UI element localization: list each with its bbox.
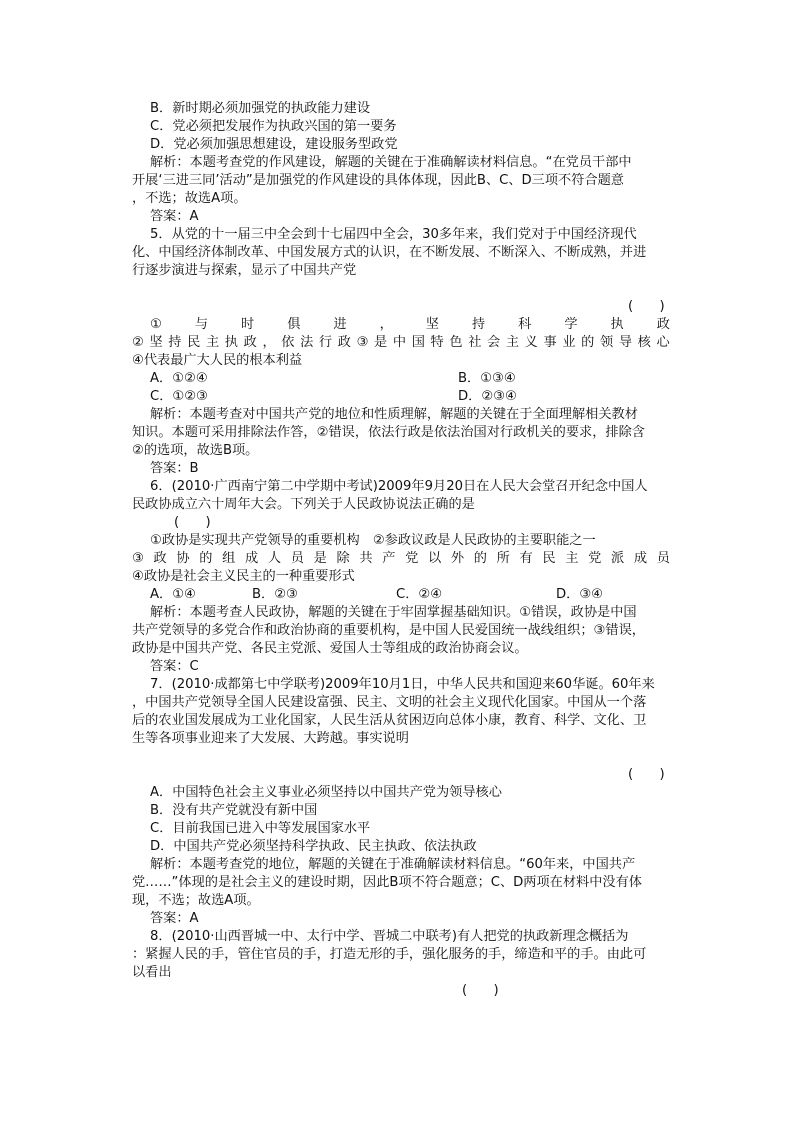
q6-item-line-1: ①政协是实现共产党领导的重要机构 ②参政议政是人民政协的主要职能之一	[150, 533, 596, 548]
justified-char: 主	[205, 335, 220, 350]
justified-char: 主	[565, 551, 579, 566]
justified-char: 民	[187, 335, 201, 350]
q4-analysis-line-2: 开展‘三进三同’活动”是加强党的作风建设的具体体现，因此B、C、D三项不符合题意	[132, 173, 624, 188]
justified-char: 以	[428, 551, 442, 566]
justified-char: ③	[132, 551, 144, 566]
justified-char: 员	[656, 551, 670, 566]
justified-char: 共	[359, 551, 373, 566]
q5-answer-bracket: ( )	[628, 299, 665, 314]
justified-char: 的	[581, 335, 595, 350]
q5-item-line-1	[150, 316, 670, 334]
q7-option-c: C．目前我国已进入中等发展国家水平	[150, 821, 371, 836]
justified-char: 持	[168, 335, 182, 350]
justified-char: ，	[379, 317, 393, 332]
q7-analysis-line-3: 现，不选；故选A项。	[132, 893, 260, 908]
justified-char: 有	[519, 551, 533, 566]
q7-answer-bracket: ( )	[628, 767, 665, 782]
q5-option-b: B．①③④	[458, 371, 516, 386]
q6-answer: 答案：C	[150, 659, 199, 674]
q7-stem-line-3: 后的农业国发展成为工业化国家，人民生活从贫困迈向总体小康，教育、科学、文化、卫	[132, 713, 647, 728]
q4-option-c: C．党必须把发展作为执政兴国的第一要务	[150, 119, 397, 134]
justified-char: 俱	[287, 317, 301, 332]
justified-char: 政	[337, 335, 351, 350]
q6-analysis-line-2: 共产党领导的多党合作和政治协商的重要机构，是中国人民爱国统一战线组织；③错误，	[132, 623, 645, 638]
justified-char: 国	[411, 335, 425, 350]
justified-char: 的	[473, 551, 487, 566]
justified-char: 党	[405, 551, 419, 566]
q6-analysis-line-1: 解析：本题考查人民政协，解题的关键在于牢固掌握基础知识。①错误，政协是中国	[150, 605, 637, 620]
justified-char: 会	[487, 335, 501, 350]
justified-char: 除	[336, 551, 350, 566]
justified-char: 党	[588, 551, 602, 566]
justified-char: 协	[176, 551, 190, 566]
q6-answer-bracket: ( )	[174, 515, 211, 530]
q5-answer: 答案：B	[150, 461, 199, 476]
q4-option-d: D．党必须加强思想建设，建设服务型政党	[150, 137, 398, 152]
q6-item-4: ④政协是社会主义民主的一种重要形式	[132, 569, 355, 584]
justified-char: ③	[356, 335, 369, 350]
justified-char: 色	[449, 335, 463, 350]
justified-char: 心	[656, 335, 670, 350]
justified-char: 与	[194, 317, 209, 332]
q7-option-b: B．没有共产党就没有新中国	[150, 803, 318, 818]
q6-option-b: B．②③	[252, 587, 298, 602]
q7-answer: 答案：A	[150, 911, 199, 926]
q7-stem-line-4: 生等各项事业迎来了大发展、大跨越。事实说明	[132, 731, 409, 746]
q7-analysis-line-1: 解析：本题考查党的地位，解题的关键在于准确解读材料信息。“60年来，中国共产	[150, 857, 636, 872]
justified-char: 的	[199, 551, 213, 566]
justified-char: 中	[392, 335, 407, 350]
justified-char: 坚	[149, 335, 163, 350]
justified-char: 坚	[425, 317, 439, 332]
justified-char: 是	[313, 551, 327, 566]
q5-option-c: C．①②③	[150, 389, 208, 404]
justified-char: ，	[262, 335, 276, 350]
justified-char: 员	[290, 551, 304, 566]
q5-option-d: D．②③④	[458, 389, 517, 404]
justified-char: 业	[562, 335, 576, 350]
q6-stem-line-2: 民政协成立六十周年大会。下列关于人民政协说法正确的是	[132, 497, 475, 512]
justified-char: 主	[505, 335, 520, 350]
justified-char: 行	[318, 335, 333, 350]
justified-char: 派	[611, 551, 625, 566]
justified-char: 民	[542, 551, 556, 566]
q6-option-a: A．①④	[150, 587, 196, 602]
justified-char: 时	[241, 317, 255, 332]
justified-char: 外	[450, 551, 465, 566]
justified-char: 义	[524, 335, 538, 350]
q6-stem-line-1: 6．(2010·广西南宁第二中学期中考试)2009年9月20日在人民大会堂召开纪念中国人	[150, 479, 648, 494]
justified-char: 依	[281, 335, 295, 350]
q5-item-4: ④代表最广大人民的根本利益	[132, 353, 303, 368]
q5-stem-line-1: 5．从党的十一届三中全会到十七届四中全会，30多年来，我们党对于中国经济现代	[150, 227, 637, 242]
q7-stem-line-2: ，中国共产党领导全国人民建设富强、民主、文明的社会主义现代化国家。中国从一个落	[132, 695, 647, 710]
q5-stem-line-2: 化、中国经济体制改革、中国发展方式的认识，在不断发展、不断深入、不断成熟，并进	[132, 245, 647, 260]
q5-item-line-2	[132, 334, 670, 352]
justified-char: 执	[224, 335, 238, 350]
justified-char: 政	[656, 317, 670, 332]
justified-char: 产	[382, 551, 396, 566]
q8-stem-line-2: ：紧握人民的手，管住官员的手，打造无形的手，强化服务的手，缔造和平的手。由此可	[132, 947, 647, 962]
justified-char: 科	[518, 317, 532, 332]
justified-char: 学	[564, 317, 578, 332]
justified-char: ②	[132, 335, 144, 350]
justified-char: 法	[300, 335, 314, 350]
justified-char: 组	[222, 551, 236, 566]
q5-option-a: A．①②④	[150, 371, 208, 386]
q4-analysis-line-3: ，不选；故选A项。	[132, 191, 247, 206]
justified-char: 导	[618, 335, 632, 350]
q5-analysis-line-2: 知识。本题可采用排除法作答，②错误，依法行政是依法治国对行政机关的要求，排除含	[132, 425, 645, 440]
q8-answer-bracket: ( )	[462, 983, 499, 998]
q5-analysis-line-1: 解析：本题考查对中国共产党的地位和性质理解，解题的关键在于全面理解相关教材	[150, 407, 638, 422]
q7-option-a: A．中国特色社会主义事业必须坚持以中国共产党为领导核心	[150, 785, 502, 800]
justified-char: 人	[267, 551, 282, 566]
q6-option-d: D．③④	[556, 587, 603, 602]
justified-char: 核	[637, 335, 651, 350]
q5-analysis-line-3: ②的选项，故选B项。	[132, 443, 259, 458]
q4-answer: 答案：A	[150, 209, 199, 224]
justified-char: 执	[610, 317, 624, 332]
justified-char: 持	[471, 317, 486, 332]
justified-char: 进	[333, 317, 347, 332]
justified-char: ①	[150, 317, 162, 332]
justified-char: 政	[153, 551, 167, 566]
justified-char: 社	[468, 335, 482, 350]
q6-item-line-2	[132, 550, 670, 568]
justified-char: 政	[243, 335, 257, 350]
q5-stem-line-3: 行逐步演进与探索，显示了中国共产党	[132, 263, 357, 278]
q8-stem-line-3: 以看出	[132, 965, 172, 980]
justified-char: 特	[430, 335, 444, 350]
justified-char: 事	[543, 335, 557, 350]
justified-char: 成	[245, 551, 259, 566]
q4-analysis-line-1: 解析：本题考查党的作风建设，解题的关键在于准确解读材料信息。“在党员干部中	[150, 155, 632, 170]
q8-stem-line-1: 8．(2010·山西晋城一中、太行中学、晋城二中联考)有人把党的执政新理念概括为	[150, 929, 629, 944]
q7-option-d: D．中国共产党必须坚持科学执政、民主执政、依法执政	[150, 839, 477, 854]
justified-char: 成	[633, 551, 648, 566]
justified-char: 领	[599, 335, 614, 350]
justified-char: 是	[374, 335, 388, 350]
q7-stem-line-1: 7．(2010·成都第七中学联考)2009年10月1日，中华人民共和国迎来60华诞。60年来	[150, 677, 655, 692]
q7-analysis-line-2: 党……”体现的是社会主义的建设时期，因此B项不符合题意；C、D两项在材料中没有体	[132, 875, 642, 890]
q6-option-c: C．②④	[396, 587, 443, 602]
q4-option-b: B．新时期必须加强党的执政能力建设	[150, 101, 371, 116]
q6-analysis-line-3: 政协是中国共产党、各民主党派、爱国人士等组成的政治协商会议。	[132, 641, 528, 656]
justified-char: 所	[496, 551, 510, 566]
